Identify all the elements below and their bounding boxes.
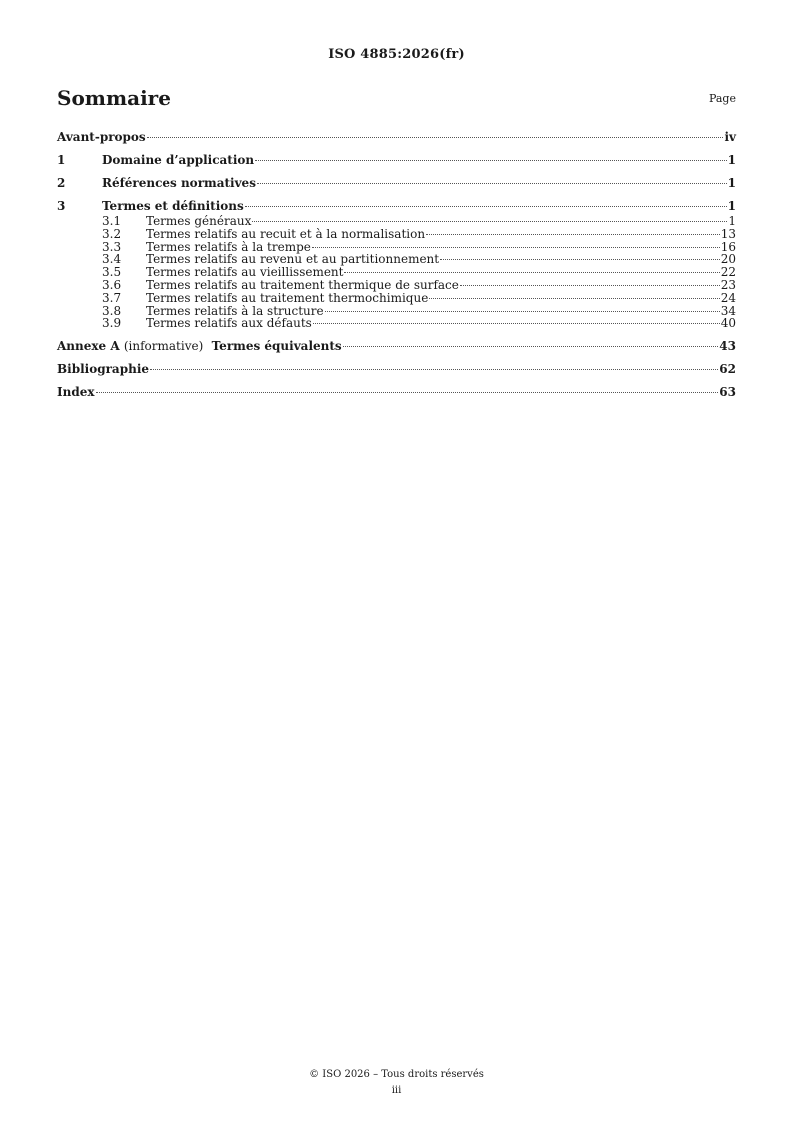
toc-subentry-number: 3.1 (102, 214, 122, 228)
toc-entry-title: Références normatives (102, 176, 256, 190)
toc-subentry-page: 24 (720, 290, 736, 305)
toc-entry-page: 62 (719, 362, 736, 377)
document-header: ISO 4885:2026(fr) (328, 47, 465, 62)
dot-leader (147, 137, 724, 138)
toc-entry-index[interactable] (57, 385, 736, 401)
toc-subentry-title: Termes relatifs au revenu et au partitionnement (146, 252, 440, 267)
dot-leader (257, 183, 727, 184)
table-of-contents (57, 130, 736, 401)
dot-leader (245, 206, 727, 207)
toc-subentry-title: Termes relatifs à la structure (146, 303, 324, 318)
toc-subentry-page: 20 (720, 252, 736, 267)
toc-entry-scope[interactable] (57, 153, 736, 169)
dot-leader (460, 285, 720, 286)
toc-subentry-page: 34 (720, 303, 736, 318)
toc-entry-bibliography[interactable] (57, 362, 736, 378)
toc-subentry-number: 3.6 (102, 277, 122, 292)
toc-title: Sommaire (57, 86, 171, 110)
toc-entry-number: 3 (57, 199, 66, 213)
toc-entry-terms-definitions[interactable] (57, 199, 736, 215)
dot-leader (313, 323, 720, 324)
toc-entry-number: 1 (57, 153, 66, 167)
dot-leader (252, 221, 727, 222)
page-column-label: Page (708, 92, 736, 105)
dot-leader (150, 369, 718, 370)
annex-type: (informative) (123, 339, 204, 354)
toc-entry-page: 1 (727, 199, 736, 213)
toc-subentry-title: Termes relatifs au traitement thermochimique (146, 290, 429, 305)
toc-entry-title: Domaine d’application (102, 153, 255, 167)
dot-leader (343, 346, 719, 347)
toc-entry-title: Termes et définitions (102, 199, 244, 213)
dot-leader (429, 298, 719, 299)
toc-entry-title: Bibliographie (57, 362, 150, 377)
toc-subentry[interactable] (57, 228, 736, 241)
toc-subentry-title: Termes relatifs au recuit et à la normalisation (146, 226, 426, 241)
toc-subentry-page: 40 (720, 316, 736, 331)
toc-subentry-page: 23 (720, 277, 736, 292)
toc-entry-page: 1 (727, 176, 736, 190)
annex-title: Termes équivalents (211, 339, 342, 354)
toc-subentry-number: 3.9 (102, 316, 122, 331)
toc-subentry[interactable] (57, 215, 736, 228)
dot-leader (426, 234, 720, 235)
toc-entry-normative-references[interactable] (57, 176, 736, 192)
page-number: iii (391, 1085, 402, 1096)
toc-entry-title: Index (57, 385, 95, 400)
toc-subentry-page: 16 (720, 239, 736, 254)
toc-subentry-title: Termes relatifs au vieillissement (146, 265, 344, 280)
dot-leader (96, 392, 719, 393)
toc-subentry-title: Termes généraux (146, 214, 252, 228)
toc-subentry-number: 3.3 (102, 239, 122, 254)
toc-subentry[interactable] (57, 317, 736, 330)
dot-leader (312, 247, 720, 248)
toc-subentry-number: 3.8 (102, 303, 122, 318)
toc-subentry-number: 3.7 (102, 290, 122, 305)
dot-leader (325, 311, 720, 312)
toc-subentry-page: 22 (720, 265, 736, 280)
dot-leader (255, 160, 727, 161)
toc-entry-page: 43 (719, 339, 736, 354)
toc-entry-number: 2 (57, 176, 66, 190)
dot-leader (344, 272, 719, 273)
toc-subentry-number: 3.2 (102, 226, 122, 241)
toc-entry-page: iv (724, 130, 736, 144)
toc-entry-foreword[interactable] (57, 130, 736, 146)
toc-entry-page: 63 (719, 385, 736, 400)
annex-label: Annexe A (57, 339, 120, 354)
copyright-notice: © ISO 2026 – Tous droits réservés (309, 1069, 484, 1080)
dot-leader (440, 259, 720, 260)
toc-entry-page: 1 (727, 153, 736, 167)
toc-entry-title: Avant-propos (57, 130, 146, 144)
page-footer (0, 1067, 793, 1099)
toc-subentry[interactable] (57, 292, 736, 305)
toc-subentry-title: Termes relatifs aux défauts (146, 316, 312, 331)
toc-subentry-page: 1 (728, 214, 736, 228)
toc-subentry-page: 13 (720, 226, 736, 241)
toc-subentry-title: Termes relatifs au traitement thermique de surface (146, 277, 459, 292)
toc-subentry-title: Termes relatifs à la trempe (146, 239, 311, 254)
toc-subentry[interactable] (57, 279, 736, 292)
toc-entry-annex-a[interactable] (57, 339, 736, 355)
toc-subentry-number: 3.4 (102, 252, 122, 267)
toc-subentry-number: 3.5 (102, 265, 122, 280)
